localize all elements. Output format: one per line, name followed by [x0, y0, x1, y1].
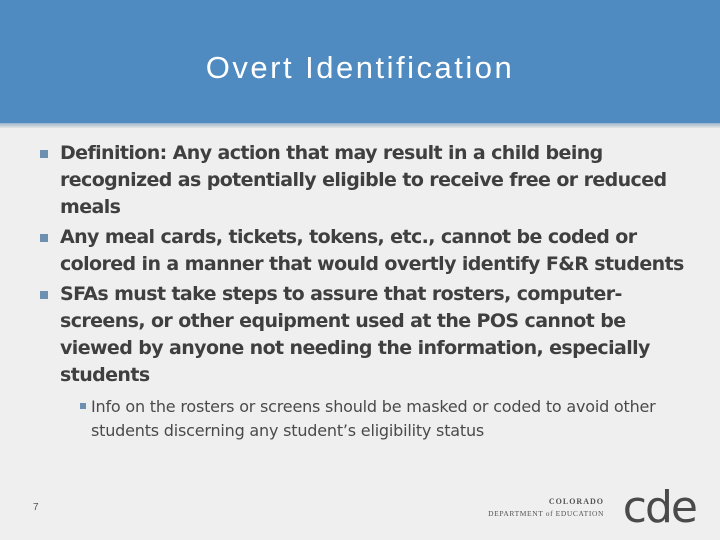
sub-bullet-info	[80, 395, 700, 443]
square-bullet-icon	[40, 150, 48, 158]
square-bullet-icon	[80, 403, 86, 409]
square-bullet-icon	[40, 291, 48, 299]
square-bullet-icon	[40, 234, 48, 242]
slide-title: Overt Identification	[205, 50, 515, 85]
bullet-text: Any meal cards, tickets, tokens, etc., cannot be coded or colored in a manner that would overtly identify F&R students	[60, 226, 684, 275]
page-number: 7	[33, 502, 39, 513]
bullet-text: Definition: Any action that may result in a child being recognized as potentially eligible to receive free or reduced meals	[60, 142, 667, 218]
cde-logo	[486, 482, 696, 533]
bullet-meal-cards	[40, 224, 700, 278]
sub-bullet-text: Info on the rosters or screens should be masked or coded to avoid other students discerning any student’s eligibility status	[91, 397, 656, 440]
cde-logo-mark: cde	[622, 482, 696, 533]
bullet-text: SFAs must take steps to assure that rosters, computer-screens, or other equipment used at the POS cannot be viewed by anyone not needing the information, especially students	[60, 283, 650, 386]
bullet-sfas	[40, 281, 700, 389]
bullet-definition	[40, 140, 700, 221]
title-bar-shadow	[0, 123, 720, 128]
logo-line-department: DEPARTMENT of EDUCATION	[488, 509, 604, 518]
logo-line-colorado: COLORADO	[548, 497, 604, 506]
slide-content	[40, 140, 700, 443]
